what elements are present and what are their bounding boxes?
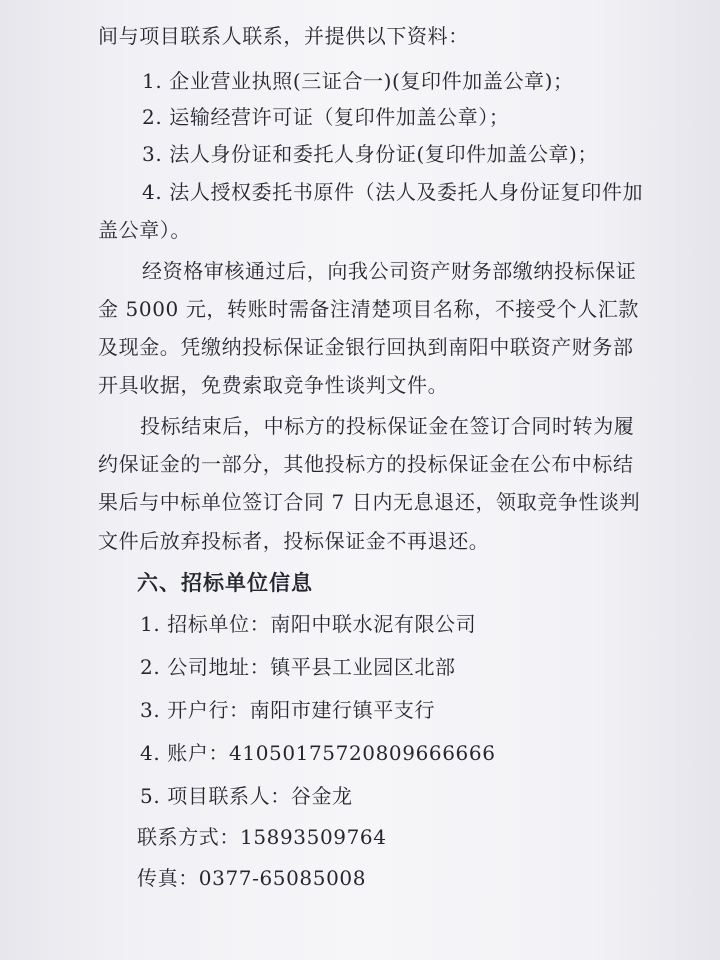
material-item-3: 3. 法人身份证和委托人身份证(复印件加盖公章)；	[142, 142, 599, 166]
refund-paragraph-line-3: 果后与中标单位签订合同 7 日内无息退还，领取竞争性谈判	[98, 490, 641, 514]
deposit-paragraph-line-3: 及现金。凭缴纳投标保证金银行回执到南阳中联资产财务部	[98, 335, 634, 359]
material-item-1: 1. 企业营业执照(三证合一)(复印件加盖公章)；	[142, 69, 574, 93]
info-contact-person: 5. 项目联系人：谷金龙	[140, 784, 353, 808]
deposit-paragraph-line-4: 开具收据，免费索取竞争性谈判文件。	[98, 373, 449, 397]
info-phone: 联系方式：15893509764	[137, 825, 387, 849]
intro-tail-line: 间与项目联系人联系，并提供以下资料：	[98, 24, 469, 48]
refund-paragraph-line-4: 文件后放弃投标者，投标保证金不再退还。	[98, 529, 490, 553]
refund-paragraph-line-2: 约保证金的一部分，其他投标方的投标保证金在公布中标结	[98, 452, 634, 476]
material-item-4-continued: 盖公章）。	[98, 218, 191, 242]
refund-paragraph-line-1: 投标结束后，中标方的投标保证金在签订合同时转为履	[140, 414, 635, 438]
section-heading: 六、招标单位信息	[137, 571, 313, 595]
info-address: 2. 公司地址：镇平县工业园区北部	[140, 655, 456, 679]
info-bank: 3. 开户行：南阳市建行镇平支行	[140, 698, 436, 722]
material-item-4: 4. 法人授权委托书原件（法人及委托人身份证复印件加	[142, 180, 644, 204]
deposit-paragraph-line-2: 金 5000 元，转账时需备注清楚项目名称，不接受个人汇款	[98, 297, 640, 321]
material-item-2: 2. 运输经营许可证（复印件加盖公章）；	[142, 105, 510, 129]
deposit-paragraph-line-1: 经资格审核通过后，向我公司资产财务部缴纳投标保证	[142, 259, 637, 283]
info-account: 4. 账户：41050175720809666666	[140, 741, 496, 765]
info-fax: 传真：0377-65085008	[137, 866, 367, 890]
info-company: 1. 招标单位：南阳中联水泥有限公司	[140, 612, 477, 636]
